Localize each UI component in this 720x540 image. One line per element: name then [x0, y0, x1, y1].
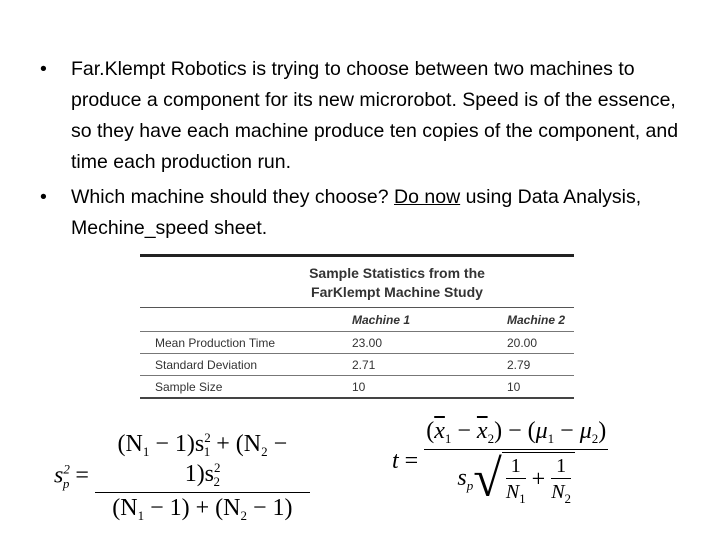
formula-equals: =	[75, 462, 89, 489]
formula-text: (N	[235, 431, 262, 457]
formula-fraction	[506, 455, 526, 507]
formula-equals: =	[404, 448, 419, 475]
table-title-line-2: FarKlempt Machine Study	[311, 284, 483, 300]
table-cell: 2.71	[352, 354, 507, 376]
bullet-item	[40, 54, 690, 178]
formula-subscript: 1	[519, 491, 526, 506]
bullet-text-before: Which machine should they choose?	[71, 186, 395, 208]
formula-text: (N	[215, 495, 241, 521]
table-cell: 10	[352, 376, 507, 399]
formula-subscript: 1	[137, 508, 145, 523]
bullet-item	[40, 182, 690, 244]
formula-subscript: 2	[261, 444, 268, 459]
formula-text: (N	[112, 495, 138, 521]
bullet-marker: •	[40, 58, 47, 80]
formula-fraction	[551, 455, 571, 507]
column-header-machine-1: Machine 1	[352, 312, 411, 327]
formula-superscript: 2	[214, 460, 221, 475]
formula-symbol: t	[392, 448, 399, 475]
formula-subscript: 2	[564, 491, 572, 506]
formula-symbol: s	[457, 465, 467, 492]
formula-text: − 1)	[246, 495, 293, 521]
formula-superscript: 2	[204, 430, 211, 445]
formula-symbol: $\overline{x}$	[434, 418, 445, 444]
stats-table	[140, 308, 574, 399]
formula-text: )	[598, 418, 607, 444]
row-label: Sample Size	[140, 376, 352, 399]
table-cell: 23.00	[352, 332, 507, 354]
sample-statistics-table	[140, 254, 574, 399]
formula-text: −	[451, 418, 477, 444]
formula-denominator	[424, 450, 608, 507]
table-cell: 2.79	[507, 354, 574, 376]
formula-radicand	[502, 452, 575, 507]
formula-text: (	[426, 418, 435, 444]
formula-subscript: 1	[142, 444, 150, 459]
formula-numerator	[95, 430, 310, 493]
formula-symbol: $\overline{x}$	[476, 418, 488, 444]
table-title	[220, 257, 574, 307]
formula-subscript: 1	[444, 431, 452, 446]
formula-symbol: N	[505, 481, 520, 503]
formula-numerator: 1	[551, 455, 571, 479]
table-cell: 20.00	[507, 332, 574, 354]
formula-subscript: 2	[487, 431, 495, 446]
formula-text: +	[210, 431, 236, 457]
formula-fraction	[424, 418, 608, 507]
table-cell: 10	[507, 376, 574, 399]
formula-symbol: μ	[579, 418, 592, 444]
table-row	[140, 354, 574, 376]
formula-subscript: 1	[203, 444, 211, 459]
column-header-machine-2: Machine 2	[507, 312, 566, 327]
bullet-marker: •	[40, 186, 47, 208]
row-label: Mean Production Time	[140, 332, 352, 354]
formula-symbol: N	[551, 481, 565, 503]
table-row	[140, 376, 574, 399]
pooled-variance-formula	[54, 430, 310, 524]
formula-text: − 1)s	[184, 431, 288, 487]
formula-subscript: 2	[213, 474, 221, 489]
formula-text: − 1)	[144, 495, 190, 521]
do-now-link: Do now	[394, 186, 461, 208]
formula-numerator	[424, 418, 608, 450]
row-label: Standard Deviation	[140, 354, 352, 376]
formula-subscript: p	[62, 475, 70, 491]
formula-denominator	[551, 479, 571, 507]
bullet-text-after: using Data Analysis, Mechine_speed sheet.	[71, 186, 642, 239]
formula-numerator: 1	[506, 455, 526, 479]
table-row	[140, 332, 574, 354]
formula-symbol: μ	[535, 418, 548, 444]
t-statistic-formula	[392, 418, 608, 507]
formula-denominator	[95, 493, 310, 524]
formula-denominator	[506, 479, 526, 507]
formula-symbol: s	[54, 462, 64, 489]
formula-subscript: p	[466, 478, 474, 494]
table-header-row	[140, 308, 574, 332]
formula-text: −	[554, 418, 580, 444]
table-title-line-1: Sample Statistics from the	[309, 265, 485, 281]
formula-text: − 1)s	[149, 431, 205, 457]
bullet-list	[40, 54, 690, 248]
formula-subscript: 2	[240, 508, 247, 523]
radical-sign: √	[473, 450, 502, 508]
formula-superscript: 2	[63, 461, 70, 477]
bullet-text: Far.Klempt Robotics is trying to choose between two machines to produce a component for its new microrobot. Speed is of the essence, so they have each machine produce ten copies of the component, and time each production run.	[71, 58, 679, 173]
formula-subscript: 1	[547, 431, 555, 446]
formula-text: +	[189, 495, 216, 521]
formula-text: +	[525, 466, 552, 493]
column-header	[140, 308, 352, 332]
formula-fraction	[95, 430, 310, 524]
formula-text: ) − (	[494, 418, 536, 444]
formula-subscript: 2	[591, 431, 599, 446]
formula-text: (N	[117, 431, 143, 457]
